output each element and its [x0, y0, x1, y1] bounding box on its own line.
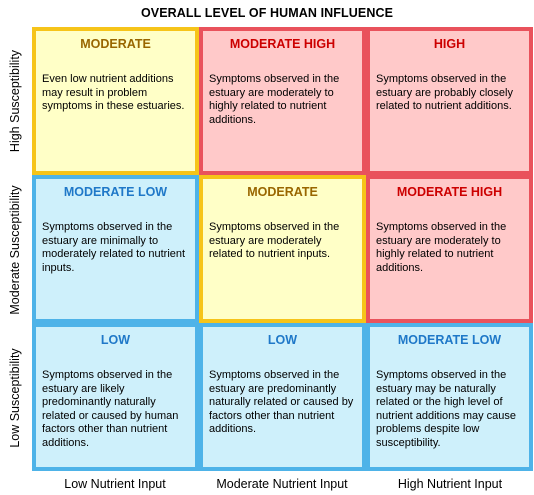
cell-moderate-susc-low-input — [32, 175, 199, 323]
column-label-moderate-nutrient-input: Moderate Nutrient Input — [216, 477, 348, 491]
cell-high-susc-moderate-input — [199, 27, 366, 175]
cell-level-label: MODERATE — [247, 185, 318, 199]
row-label-low-susceptibility-text: Low Susceptibility — [8, 348, 22, 448]
cell-moderate-susc-high-input — [366, 175, 533, 323]
cell-low-susc-high-input — [366, 323, 533, 471]
matrix-title: OVERALL LEVEL OF HUMAN INFLUENCE — [140, 6, 394, 20]
cell-level-label: MODERATE LOW — [63, 185, 168, 199]
cell-level-label: MODERATE — [80, 37, 151, 51]
cell-moderate-susc-moderate-input — [199, 175, 366, 323]
cell-description: Even low nutrient additions may result in problem symptoms in these estuaries. — [42, 73, 185, 113]
cell-description: Symptoms observed in the estuary are moderately related to nutrient inputs. — [209, 221, 340, 261]
cell-level-label: HIGH — [433, 37, 466, 51]
column-label-high-nutrient-input: High Nutrient Input — [397, 477, 503, 491]
cell-level-label: LOW — [267, 333, 298, 347]
cell-description: Symptoms observed in the estuary may be naturally related or the high level of nutrient additions may cause problems despite low susceptibility. — [376, 369, 517, 449]
cell-level-label: MODERATE LOW — [397, 333, 502, 347]
row-label-moderate-susceptibility-text: Moderate Susceptibility — [8, 185, 22, 315]
cell-level-label: MODERATE HIGH — [396, 185, 503, 199]
cell-low-susc-moderate-input — [199, 323, 366, 471]
cell-high-susc-high-input — [366, 27, 533, 175]
cell-low-susc-low-input — [32, 323, 199, 471]
cell-level-label: MODERATE HIGH — [229, 37, 336, 51]
cell-description: Symptoms observed in the estuary are predominantly naturally related or caused by factors other than nutrient additions. — [209, 369, 354, 436]
column-label-low-nutrient-input: Low Nutrient Input — [64, 477, 166, 491]
row-label-high-susceptibility-text: High Susceptibility — [8, 49, 22, 153]
cell-description: Symptoms observed in the estuary are probably closely related to nutrient additions. — [376, 73, 513, 113]
cell-level-label: LOW — [100, 333, 131, 347]
cell-description: Symptoms observed in the estuary are likely predominantly naturally related or caused by human factors other than nutrient additions. — [42, 369, 179, 449]
cell-high-susc-low-input — [32, 27, 199, 175]
cell-description: Symptoms observed in the estuary are moderately to highly related to nutrient additions. — [209, 73, 340, 126]
cell-description: Symptoms observed in the estuary are minimally to moderately related to nutrient inputs. — [42, 221, 186, 274]
cell-description: Symptoms observed in the estuary are moderately to highly related to nutrient additions. — [376, 221, 507, 274]
